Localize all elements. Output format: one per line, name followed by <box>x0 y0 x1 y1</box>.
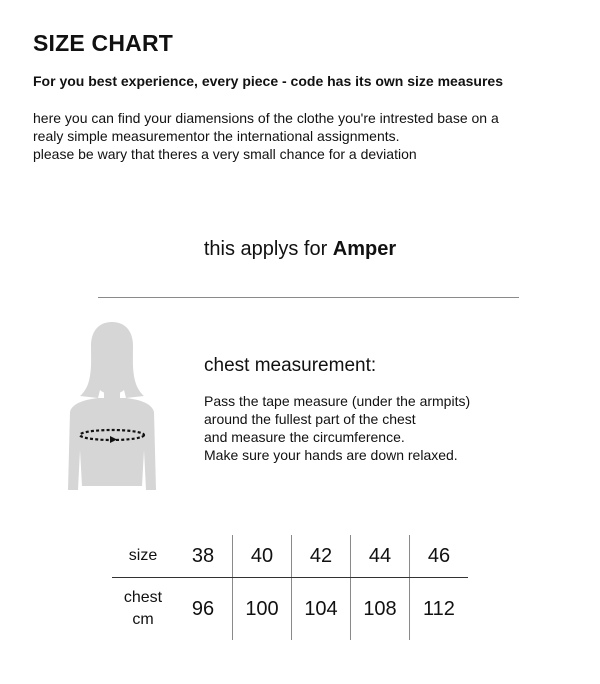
chest-cell: 104 <box>292 578 351 641</box>
chest-row-label <box>112 578 174 641</box>
intro-line: realy simple measurementor the international assignments. <box>33 128 400 144</box>
chest-cell: 100 <box>233 578 292 641</box>
chest-cell: 96 <box>191 597 215 620</box>
page-title: SIZE CHART <box>33 30 173 56</box>
size-cell: 40 <box>233 535 292 578</box>
page-subtitle: For you best experience, every piece - code has its own size measures <box>33 73 503 89</box>
measurement-title: chest measurement: <box>204 355 377 376</box>
size-cell: 38 <box>174 535 233 578</box>
instruction-line: Make sure your hands are down relaxed. <box>204 447 458 463</box>
size-cell: 44 <box>351 535 410 578</box>
applies-heading <box>0 238 600 261</box>
chest-cell: 112 <box>410 578 469 641</box>
chest-label: chest <box>123 589 163 606</box>
torso-shape <box>68 398 156 490</box>
body-silhouette-icon <box>62 320 162 490</box>
divider <box>98 297 519 298</box>
intro-text <box>33 109 578 163</box>
product-name: Amper <box>332 238 397 260</box>
intro-line: here you can find your diamensions of the clothe you're intrested base on a <box>33 110 499 126</box>
table-row-size <box>112 535 468 578</box>
size-row-label: size <box>112 535 174 578</box>
applies-prefix: this applys for <box>203 238 333 260</box>
intro-line: please be wary that theres a very small chance for a deviation <box>33 146 417 162</box>
instruction-line: and measure the circumference. <box>204 429 405 445</box>
chest-cell: 108 <box>351 578 410 641</box>
instruction-line: around the fullest part of the chest <box>204 411 416 427</box>
size-table <box>112 535 468 640</box>
size-cell: 46 <box>410 535 469 578</box>
instruction-line: Pass the tape measure (under the armpits) <box>204 393 471 409</box>
measurement-instructions <box>204 392 470 464</box>
size-cell: 42 <box>292 535 351 578</box>
table-row-chest <box>112 578 468 641</box>
chest-unit-label: cm <box>132 611 154 628</box>
neck-shape <box>104 386 120 400</box>
